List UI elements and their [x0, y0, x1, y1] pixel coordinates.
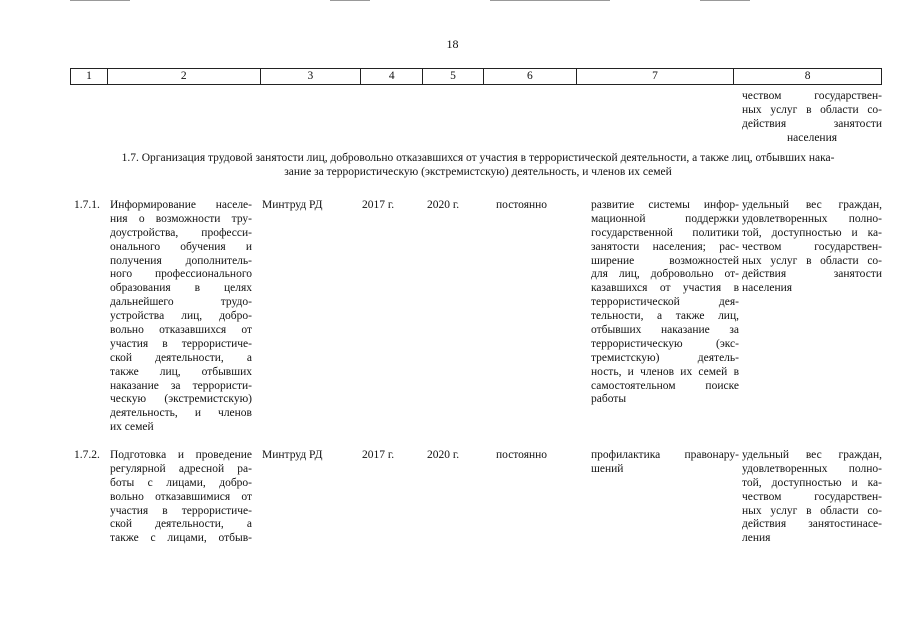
- row-number: 1.7.2.: [74, 449, 100, 461]
- text-line: регулярной адресной ра-: [110, 462, 252, 475]
- text-line: ширение возможностей: [591, 254, 739, 267]
- text-line: Информирование населе-: [110, 199, 252, 211]
- text-line: населения: [786, 131, 838, 144]
- text-line: удовлетворенных полно-: [742, 212, 882, 225]
- start-year: 2017 г.: [362, 199, 395, 211]
- text-line: ных услуг в области со-: [742, 504, 882, 517]
- text-line: ного профессионального: [110, 268, 252, 281]
- text-line: той, доступностью и ка-: [742, 226, 882, 239]
- text-line: участия в террористиче-: [110, 504, 252, 517]
- text-line: тельности, а также лиц,: [591, 310, 739, 323]
- header-col-7: 7: [577, 69, 735, 84]
- text-line: зание за террористическую (экстремистскую) деятельность, и членов их семей: [284, 165, 672, 178]
- text-line: ческую (экстремистскую): [110, 393, 252, 406]
- funding: постоянно: [496, 449, 548, 461]
- text-line: для лиц, добровольно от-: [591, 268, 739, 281]
- indicator: [742, 199, 882, 296]
- text-line: действия занятости: [742, 268, 882, 281]
- text-line: их семей: [110, 421, 154, 434]
- text-line: чеством государствен-: [742, 240, 882, 253]
- text-line: участия в террористиче-: [110, 337, 252, 350]
- header-col-2: 2: [108, 69, 261, 84]
- header-col-4: 4: [361, 69, 423, 84]
- executor: Минтруд РД: [262, 199, 323, 211]
- text-line: ления: [742, 532, 771, 545]
- text-line: Подготовка и проведение: [110, 449, 252, 461]
- text-line: тремистскую) деятель-: [591, 351, 739, 364]
- text-line: ность, и членов их семей в: [591, 365, 739, 378]
- text-line: удовлетворенных полно-: [742, 462, 882, 475]
- header-col-8: 8: [804, 70, 811, 82]
- text-line: 1.7. Организация трудовой занятости лиц, добровольно отказавшихся от участия в террористической деятельности, а также лиц, отбывших нака-: [121, 152, 835, 164]
- row-number: 1.7.1.: [74, 199, 100, 211]
- measure-text: [110, 199, 252, 435]
- text-line: вольно отказавшимися от: [110, 490, 252, 503]
- text-line: ской деятельности, а: [110, 518, 252, 531]
- expected-result: [591, 449, 739, 477]
- text-line: онального обучения и: [110, 240, 252, 253]
- text-line: чеством государствен-: [742, 90, 882, 102]
- text-line: действия занятостинасе-: [742, 518, 882, 531]
- text-line: работы: [591, 393, 627, 406]
- header-col-3: 3: [261, 69, 362, 84]
- text-line: террористическую (экс-: [591, 337, 739, 350]
- continuation-indicator: [742, 90, 882, 146]
- text-line: ных услуг в области со-: [742, 103, 882, 116]
- text-line: также с лицами, отбыв-: [110, 532, 252, 545]
- text-line: дальнейшего трудо-: [110, 296, 252, 309]
- header-col-1: 1: [71, 69, 108, 84]
- text-line: мационной поддержки: [591, 212, 739, 225]
- text-line: вольно отказавшихся от: [110, 324, 252, 337]
- text-line: казавшихся от участия в: [591, 282, 739, 295]
- text-line: удельный вес граждан,: [742, 449, 882, 461]
- header-col-6: 6: [484, 69, 577, 84]
- text-line: деятельность, и членов: [110, 407, 252, 420]
- measure-text: [110, 449, 252, 546]
- text-line: чеством государствен-: [742, 490, 882, 503]
- text-line: ния о возможности тру-: [110, 212, 252, 225]
- text-line: действия занятости: [742, 117, 882, 130]
- end-year: 2020 г.: [427, 449, 460, 461]
- scan-mark: [330, 0, 370, 1]
- text-line: развитие системы инфор-: [591, 199, 739, 211]
- text-line: также лиц, отбывших: [110, 365, 252, 378]
- executor: Минтруд РД: [262, 449, 323, 461]
- text-line: наказание за террористи-: [110, 379, 252, 392]
- scan-mark: [490, 0, 610, 1]
- section-title: [72, 152, 884, 180]
- page-number: 18: [446, 37, 459, 51]
- indicator: [742, 449, 882, 546]
- expected-result: [591, 199, 739, 407]
- end-year: 2020 г.: [427, 199, 460, 211]
- text-line: отбывших наказание за: [591, 324, 739, 337]
- text-line: населения: [742, 282, 793, 295]
- text-line: государственной политики: [591, 226, 739, 239]
- scan-mark: [700, 0, 750, 1]
- text-line: образования в целях: [110, 282, 252, 295]
- text-line: боты с лицами, добро-: [110, 476, 252, 489]
- scan-mark: [70, 0, 130, 1]
- text-line: удельный вес граждан,: [742, 199, 882, 211]
- text-line: самостоятельном поиске: [591, 379, 739, 392]
- text-line: ных услуг в области со-: [742, 254, 882, 267]
- text-line: доустройства, професси-: [110, 226, 252, 239]
- text-line: той, доступностью и ка-: [742, 476, 882, 489]
- header-col-5: 5: [423, 69, 484, 84]
- text-line: профилактика правонару-: [591, 449, 739, 461]
- funding: постоянно: [496, 199, 548, 211]
- text-line: устройства лиц, добро-: [110, 310, 252, 323]
- text-line: шений: [591, 462, 624, 475]
- text-line: террористической дея-: [591, 296, 739, 309]
- text-line: получения дополнитель-: [110, 254, 252, 267]
- text-line: занятости населения; рас-: [591, 240, 739, 253]
- start-year: 2017 г.: [362, 449, 395, 461]
- text-line: ской деятельности, а: [110, 351, 252, 364]
- table-header-row: [70, 68, 882, 85]
